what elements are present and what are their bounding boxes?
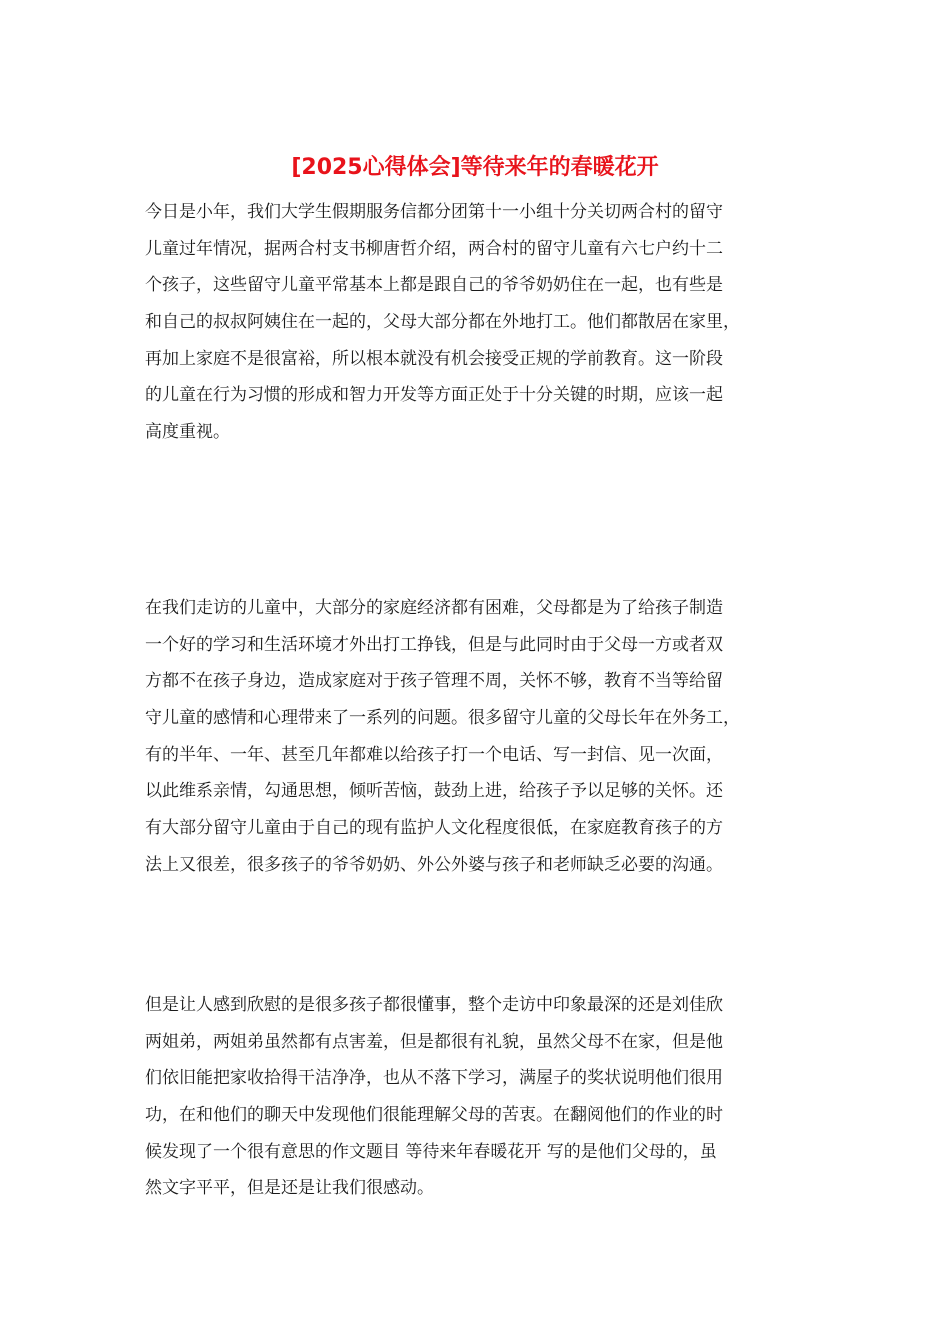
paragraph-line: 在我们走访的儿童中，大部分的家庭经济都有困难，父母都是为了给孩子制造 (145, 598, 723, 618)
paragraph-line: 今日是小年，我们大学生假期服务信都分团第十一小组十分关切两合村的留守 (145, 202, 723, 222)
paragraph-line: 高度重视。 (145, 422, 230, 443)
paragraph-line: 候发现了一个很有意思的作文题目 等待来年春暖花开 写的是他们父母的，虽 (145, 1141, 717, 1162)
paragraph-line: 以此维系亲情，勾通思想，倾听苦恼，鼓劲上进，给孩子予以足够的关怀。还 (145, 781, 723, 802)
paragraph-line: 法上又很差，很多孩子的爷爷奶奶、外公外婆与孩子和老师缺乏必要的沟通。 (145, 854, 723, 875)
paragraph-line: 个孩子，这些留守儿童平常基本上都是跟自己的爷爷奶奶住在一起，也有些是 (145, 275, 723, 296)
paragraph-1 (145, 194, 810, 451)
document-title: [2025心得体会]等待来年的春暖花开 (291, 155, 659, 180)
paragraph-line: 然文字平平，但是还是让我们很感动。 (145, 1178, 434, 1199)
paragraph-2 (145, 590, 810, 884)
paragraph-line: 和自己的叔叔阿姨住在一起的，父母大部分都在外地打工。他们都散居在家里， (145, 312, 740, 333)
paragraph-line: 再加上家庭不是很富裕，所以根本就没有机会接受正规的学前教育。这一阶段 (145, 348, 723, 369)
paragraph-line: 的儿童在行为习惯的形成和智力开发等方面正处于十分关键的时期，应该一起 (145, 385, 723, 406)
paragraph-line: 功，在和他们的聊天中发现他们很能理解父母的苦衷。在翻阅他们的作业的时 (145, 1105, 723, 1126)
paragraph-line: 们依旧能把家收拾得干洁净净，也从不落下学习，满屋子的奖状说明他们很用 (145, 1068, 723, 1089)
paragraph-line: 守儿童的感情和心理带来了一系列的问题。很多留守儿童的父母长年在外务工， (145, 708, 740, 729)
paragraph-line: 有的半年、一年、甚至几年都难以给孩子打一个电话、写一封信、见一次面， (145, 744, 723, 765)
paragraph-line: 两姐弟，两姐弟虽然都有点害羞，但是都很有礼貌，虽然父母不在家，但是他 (145, 1031, 723, 1052)
paragraph-line: 方都不在孩子身边，造成家庭对于孩子管理不周，关怀不够，教育不当等给留 (145, 671, 723, 692)
paragraph-line: 一个好的学习和生活环境才外出打工挣钱，但是与此同时由于父母一方或者双 (145, 634, 723, 655)
paragraph-3 (145, 987, 810, 1207)
paragraph-line: 但是让人感到欣慰的是很多孩子都很懂事，整个走访中印象最深的还是刘佳欣 (145, 995, 723, 1015)
paragraph-line: 有大部分留守儿童由于自己的现有监护人文化程度很低，在家庭教育孩子的方 (145, 818, 723, 839)
paragraph-line: 儿童过年情况，据两合村支书柳唐哲介绍，两合村的留守儿童有六七户约十二 (145, 238, 723, 259)
